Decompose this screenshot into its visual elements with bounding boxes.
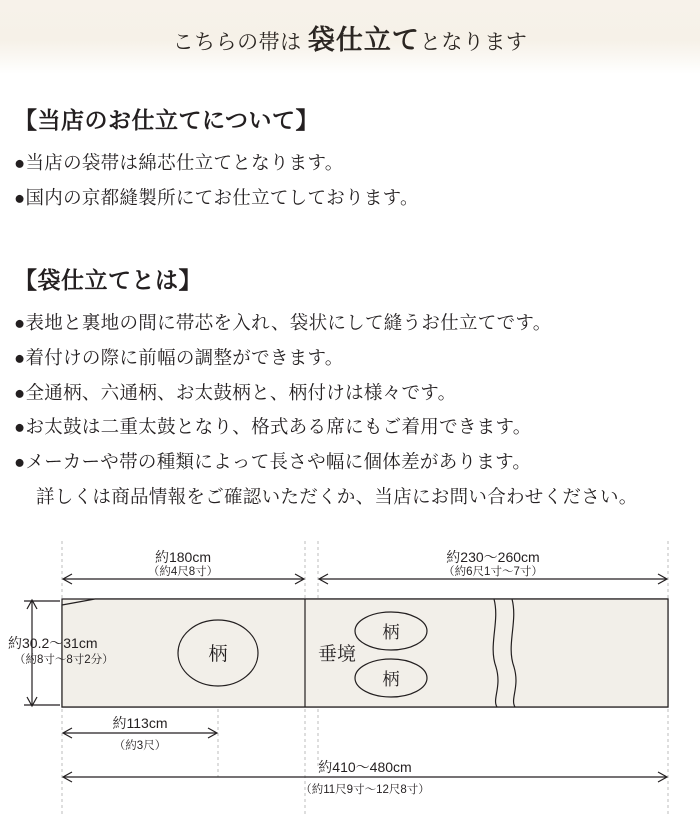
obi-dimension-diagram — [0, 527, 700, 827]
bullet-item: ●お太鼓は二重太鼓となり、格式ある席にもご着用できます。 — [14, 416, 532, 438]
dim-left-height-label: 約30.2〜31cm — [8, 635, 98, 652]
dim-bottom-total-sub: （約11尺9寸〜12尺8寸） — [300, 784, 430, 797]
dim-bottom-left-sub: （約3尺） — [113, 740, 167, 753]
page-title — [173, 18, 528, 57]
dim-left-height-sub: （約8寸〜8寸2分） — [14, 654, 114, 667]
section-heading-shop-tailoring: 【当店のお仕立てについて】 — [14, 107, 320, 133]
bullet-item: ●メーカーや帯の種類によって長さや幅に個体差があります。 — [14, 451, 532, 473]
bullet-item: ●全通柄、六通柄、お太鼓柄と、柄付けは様々です。 — [14, 381, 457, 403]
page-title-prefix: こちらの帯は — [172, 30, 308, 54]
dim-top-left-label: 約180cm — [154, 549, 212, 566]
dim-bottom-left-label: 約113cm — [112, 715, 168, 732]
bullet-item: ●着付けの際に前幅の調整ができます。 — [14, 347, 344, 369]
boundary-label: 垂境 — [318, 644, 357, 666]
section-heading-fukuro-definition: 【袋仕立てとは】 — [14, 267, 202, 294]
dim-bottom-total-label: 約410〜480cm — [318, 759, 412, 776]
dim-top-right-label: 約230〜260cm — [446, 549, 540, 566]
bullet-item: ●当店の袋帯は綿芯仕立てとなります。 — [14, 152, 344, 173]
page-title-suffix: となります — [419, 30, 528, 54]
content-body — [0, 74, 700, 511]
bullet-note: 詳しくは商品情報をご確認いただくか、当店にお問い合わせください。 — [36, 485, 638, 507]
bullet-item: ●国内の京都縫製所にてお仕立てしております。 — [14, 186, 419, 208]
dim-top-left-sub: （約4尺8寸） — [147, 566, 219, 579]
pattern-label-oval-top: 柄 — [382, 623, 400, 643]
pattern-label-oval-bottom: 柄 — [382, 670, 400, 690]
dim-left-height — [24, 600, 60, 706]
dim-top-right-sub: （約6尺1寸〜7寸） — [443, 566, 543, 579]
page-title-emphasis: 袋仕立て — [307, 24, 420, 55]
page-header — [0, 0, 700, 74]
pattern-label-large: 柄 — [208, 644, 228, 666]
bullet-item: ●表地と裏地の間に帯芯を入れ、袋状にして縫うお仕立てです。 — [14, 312, 552, 334]
section-spacer — [14, 218, 686, 252]
